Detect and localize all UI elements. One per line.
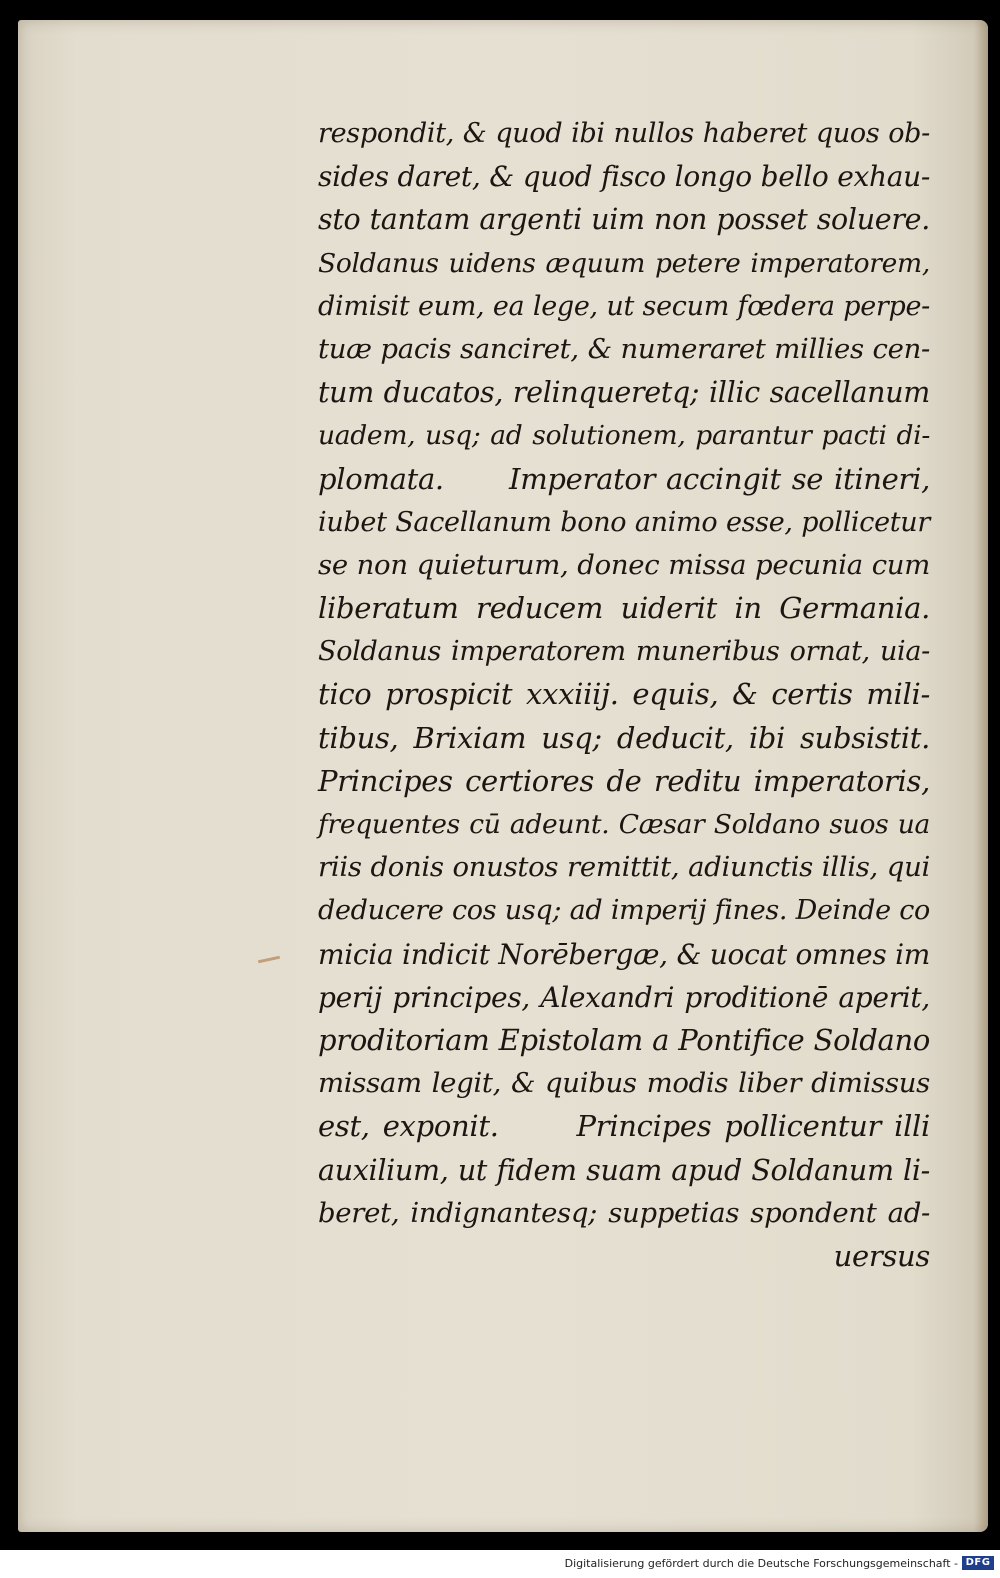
funding-credit: Digitalisierung gefördert durch die Deutsche Forschungsgemeinschaft - bbox=[564, 1557, 958, 1570]
text-line: tibus, Brixiam usq; deducit, ibi subsistit. bbox=[318, 720, 930, 755]
text-line: liberatum reducem uiderit in Germania. bbox=[318, 591, 930, 626]
text-line: respondit, & quod ibi nullos haberet quos ob- bbox=[318, 118, 930, 149]
text-line: beret, indignantesq; suppetias spondent ad- bbox=[318, 1196, 930, 1229]
text-line: Principes certiores de reditu imperatoris, bbox=[318, 763, 930, 798]
text-line: deducere cos usq; ad imperij fines. Deinde co bbox=[318, 895, 930, 927]
text-line: tico prospicit xxxiiij. equis, & certis mili- bbox=[318, 677, 930, 712]
text-block bbox=[318, 112, 930, 1278]
text-line: sto tantam argenti uim non posset soluere. bbox=[318, 203, 930, 237]
footer-bar bbox=[0, 1550, 1000, 1578]
text-line: se non quieturum, donec missa pecunia cum bbox=[318, 548, 930, 581]
text-line: sides daret, & quod fisco longo bello exhau- bbox=[318, 160, 930, 194]
text-line: perij principes, Alexandri proditionē aperit, bbox=[318, 980, 930, 1014]
text-line: est, exponit. Principes pollicentur illi bbox=[318, 1109, 930, 1144]
text-line: dimisit eum, ea lege, ut secum fœdera perpe- bbox=[318, 290, 930, 322]
text-line: micia indicit Norēbergæ, & uocat omnes im bbox=[318, 937, 930, 971]
text-line: auxilium, ut fidem suam apud Soldanum li- bbox=[318, 1153, 930, 1187]
text-line: proditoriam Epistolam a Pontifice Soldano bbox=[318, 1022, 930, 1057]
text-line: iubet Sacellanum bono animo esse, pollicetur bbox=[318, 506, 930, 538]
text-line: Soldanus imperatorem muneribus ornat, uia- bbox=[318, 636, 930, 668]
text-line: uadem, usq; ad solutionem, parantur pacti di- bbox=[318, 420, 930, 452]
text-line: missam legit, & quibus modis liber dimissus bbox=[318, 1067, 930, 1100]
text-line: frequentes cū adeunt. Cæsar Soldano suos ua bbox=[318, 809, 930, 840]
page-edge bbox=[974, 20, 988, 1532]
text-line: Soldanus uidens æquum petere imperatorem, bbox=[318, 247, 930, 279]
text-line: plomata. Imperator accingit se itineri, bbox=[318, 461, 930, 496]
text-line: riis donis onustos remittit, adiunctis illis, qui bbox=[318, 851, 930, 884]
dfg-logo: DFG bbox=[962, 1556, 994, 1570]
text-line: tuæ pacis sanciret, & numeraret millies cen- bbox=[318, 332, 930, 365]
catchword: uersus bbox=[833, 1238, 930, 1273]
text-line: tum ducatos, relinqueretq; illic sacellanum bbox=[318, 376, 930, 410]
